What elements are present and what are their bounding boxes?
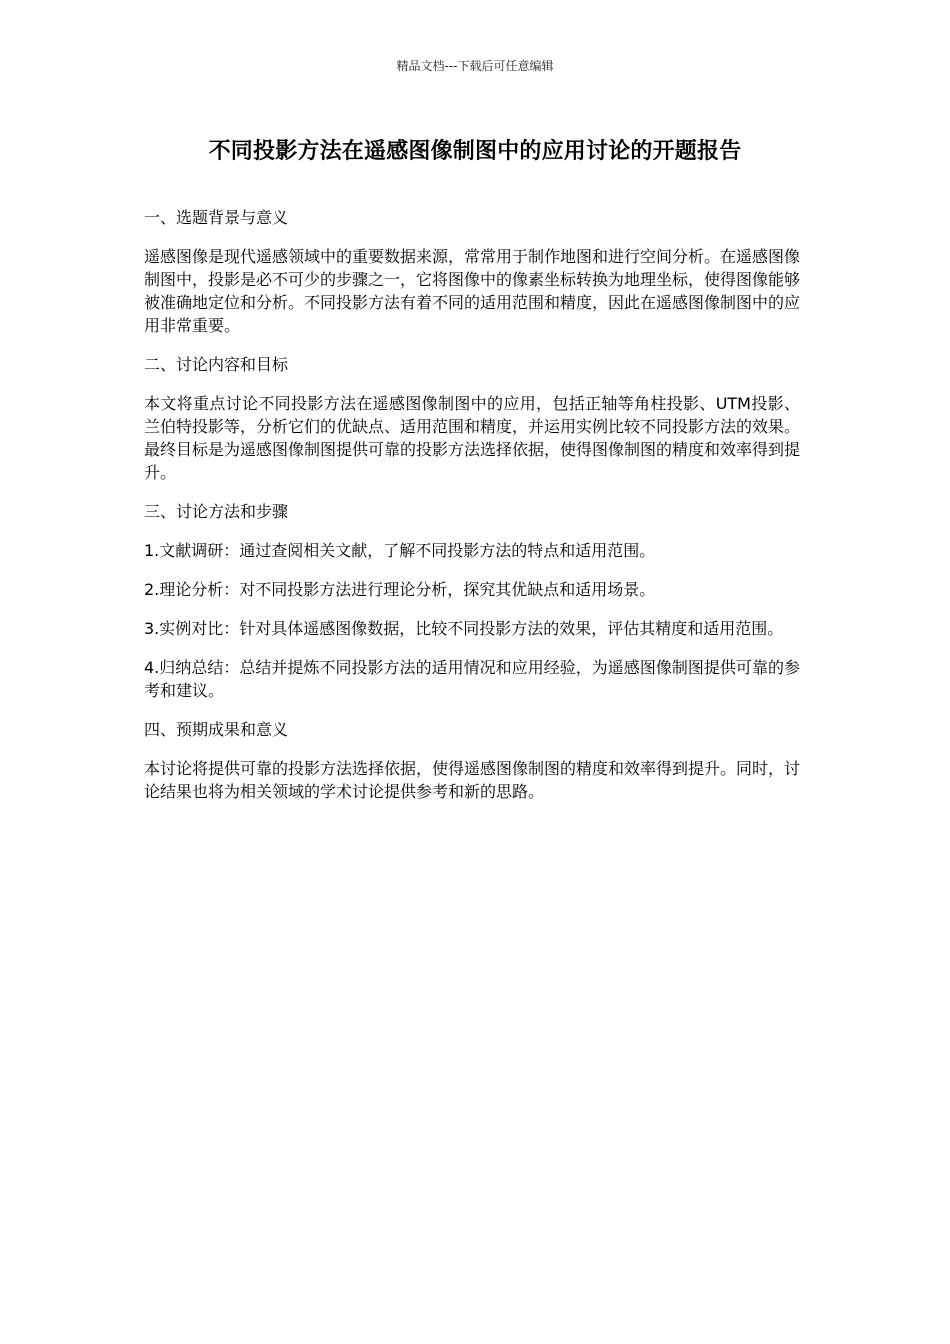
paragraph-content-goals: 本文将重点讨论不同投影方法在遥感图像制图中的应用，包括正轴等角柱投影、UTM投影、兰伯特投影等，分析它们的优缺点、适用范围和精度，并运用实例比较不同投影方法的效果。最终目标是为遥感图像制图提供可靠的投影方法选择依据，使得图像制图的精度和效率得到提升。	[144, 394, 801, 482]
paragraph-method-step-3: 3.实例对比：针对具体遥感图像数据，比较不同投影方法的效果，评估其精度和适用范围。	[144, 619, 784, 638]
document-body	[144, 206, 800, 819]
paragraph-method-step-1: 1.文献调研：通过查阅相关文献，了解不同投影方法的特点和适用范围。	[144, 541, 656, 560]
section-heading-expected-results: 四、预期成果和意义	[144, 720, 289, 739]
paragraph-method-step-2: 2.理论分析：对不同投影方法进行理论分析，探究其优缺点和适用场景。	[144, 580, 656, 599]
section-heading-content-goals: 二、讨论内容和目标	[144, 355, 289, 374]
page-header: 精品文档---下载后可任意编辑	[396, 59, 554, 73]
paragraph-expected-results: 本讨论将提供可靠的投影方法选择依据，使得遥感图像制图的精度和效率得到提升。同时，讨论结果也将为相关领域的学术讨论提供参考和新的思路。	[144, 759, 801, 801]
section-heading-background: 一、选题背景与意义	[144, 208, 289, 227]
document-title: 不同投影方法在遥感图像制图中的应用讨论的开题报告	[208, 139, 742, 164]
section-heading-methods: 三、讨论方法和步骤	[144, 502, 289, 521]
paragraph-method-step-4: 4.归纳总结：总结并提炼不同投影方法的适用情况和应用经验，为遥感图像制图提供可靠的参考和建议。	[144, 658, 800, 700]
paragraph-background: 遥感图像是现代遥感领域中的重要数据来源，常常用于制作地图和进行空间分析。在遥感图像制图中，投影是必不可少的步骤之一，它将图像中的像素坐标转换为地理坐标，使得图像能够被准确地定位和分析。不同投影方法有着不同的适用范围和精度，因此在遥感图像制图中的应用非常重要。	[144, 247, 801, 335]
